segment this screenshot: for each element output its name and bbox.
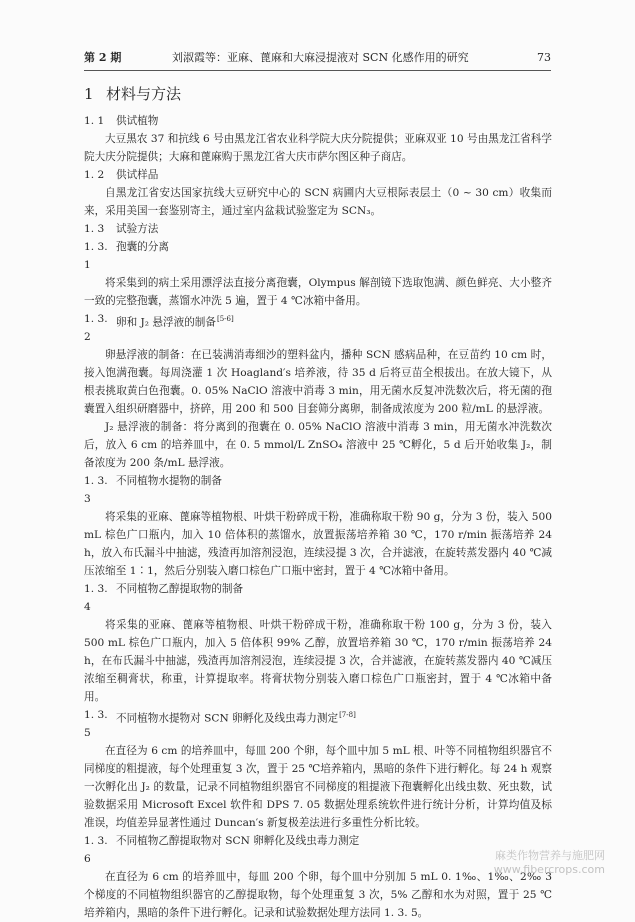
running-header [84,48,551,70]
section-title: 材料与方法 [106,85,182,103]
subsection-heading [84,832,552,868]
subsection-title [116,166,552,184]
subsection-number: 1. 3 [84,223,105,235]
header-rule [84,70,551,71]
subsection-number: 1. 3. 4 [84,583,108,613]
subsection-number: 1. 3. 2 [84,313,108,343]
paragraph: 在直径为 6 cm 的培养皿中，每皿 200 个卵，每个皿中加 5 mL 根、叶等不同植物组织器官不同梯度的粗提液，每个处理重复 3 次，置于 25 ℃培养箱内，黑暗的条件下进行孵化。每 24 h 观察一次孵化出 J₂ 的数量，记录不同植物组织器官不同梯度的粗提液下孢囊孵化出线虫数、死虫数，试验数据采用 Microsoft Excel 软件和 DPS 7. 05 数据处理系统软件进行统计分析，计算均值及标准误，均值差异显著性通过 Duncan′s 新复极差法进行多重性分析比较。 [84,745,552,829]
subsection-title-text: 孢囊的分离 [116,241,169,253]
subsection-title-text: 试验方法 [116,223,159,235]
subsection-title [116,220,552,238]
subsection [84,112,552,166]
watermark-name: 麻类作物营养与施肥网 [495,849,605,862]
paragraph: 将采集到的病土采用漂浮法直接分离孢囊，Olympus 解剖镜下选取饱满、颜色鲜亮、大小整齐一致的完整孢囊，蒸馏水冲洗 5 遍，置于 4 ℃冰箱中备用。 [84,277,552,307]
paragraph: 自黑龙江省安达国家抗线大豆研究中心的 SCN 病圃内大豆根际表层土（0 ~ 30 cm）收集而来，采用美国一套鉴别寄主，通过室内盆栽试验鉴定为 SCN₃。 [84,187,552,217]
paragraph: 卵悬浮液的制备：在已装满消毒细沙的塑料盆内，播种 SCN 感病品种，在豆苗约 10 cm 时，接入饱满孢囊。每周浇灌 1 次 Hoagland′s 培养液，待 35 d 后将豆苗全根拔出。在放大镜下，从根表挑取黄白色孢囊。0. 05% NaClO 溶液中消毒 3 min，用无菌水反复冲洗数次后，将无菌的孢囊置入组织研磨器中，挤碎，用 200 和 500 目套筛分离卵，制备成浓度为 200 粒/mL 的悬浮液。 [84,349,552,415]
subsection-title [116,580,552,616]
subsection [84,472,552,580]
page-number: 73 [537,51,551,64]
subsection-title-text: 供试植物 [116,115,159,127]
subsection-title-text: 不同植物水提物对 SCN 卵孵化及线虫毒力测定 [116,712,339,725]
subsection [84,832,552,922]
subsections [84,112,552,922]
paragraph: 大豆黑农 37 和抗线 6 号由黑龙江省农业科学院大庆分院提供；亚麻双亚 10 号由黑龙江省科学院大庆分院提供；大麻和蓖麻购于黑龙江省大庆市萨尔图区种子商店。 [84,133,552,163]
citation-ref: [7-8] [339,711,356,719]
subsection-number: 1. 3. 3 [84,475,108,505]
subsection-heading [84,472,552,508]
paragraph: 将采集的亚麻、蓖麻等植物根、叶烘干粉碎成干粉，准确称取干粉 90 g，分为 3 份，装入 500 mL 棕色广口瓶内，加入 10 倍体积的蒸馏水，放置振荡培养箱 30 ℃，170 r/min 振荡培养 24 h，放入布氏漏斗中抽滤，残渣再加溶剂浸泡，连续浸提 3 次，合并滤液，在旋转蒸发器内 40 ℃减压浓缩至 1∶1，然后分别装入磨口棕色广口瓶中密封，置于 4 ℃冰箱中备用。 [84,511,552,577]
paragraph: J₂ 悬浮液的制备：将分离到的孢囊在 0. 05% NaClO 溶液中消毒 3 min，用无菌水冲洗数次后，放入 6 cm 的培养皿中，在 0. 5 mmol/L ZnSO₄ 溶液中 25 ℃孵化，5 d 后开始收集 J₂，制备浓度为 200 条/mL 悬浮液。 [84,421,552,469]
subsection-title-text: 卵和 J₂ 悬浮液的制备 [116,316,216,329]
subsection-title [116,310,552,346]
subsection [84,706,552,832]
subsection-heading [84,166,552,184]
subsection-title [116,112,552,130]
section-heading [84,82,552,106]
subsection [84,166,552,220]
subsection-heading [84,706,552,742]
subsection-title-text: 不同植物乙醇提取物对 SCN 卵孵化及线虫毒力测定 [116,835,360,847]
subsection-title [116,832,552,868]
subsection-title [116,706,552,742]
subsection-heading [84,580,552,616]
paragraph: 将采集的亚麻、蓖麻等植物根、叶烘干粉碎成干粉，准确称取干粉 100 g，分为 3 份，装入 500 mL 棕色广口瓶内，加入 5 倍体积 99% 乙醇，放置培养箱 30 ℃，170 r/min 振荡培养 24 h，在布氏漏斗中抽滤，残渣再加溶剂浸泡，连续浸提 3 次，合并滤液，在旋转蒸发器内 40 ℃减压浓缩至稠膏状，称重，计算提取率。将膏状物分别装入磨口棕色广口瓶密封，置于 4 ℃冰箱中备用。 [84,619,552,703]
subsection [84,310,552,472]
subsection-title-text: 供试样品 [116,169,159,181]
issue-label: 第 2 期 [84,51,122,64]
subsection-number: 1. 3. 6 [84,835,108,865]
running-title: 刘淑霞等：亚麻、蓖麻和大麻浸提液对 SCN 化感作用的研究 [172,51,469,64]
subsection-heading [84,112,552,130]
subsection-heading [84,220,552,238]
subsection-heading [84,238,552,274]
subsection-number: 1. 1 [84,115,105,127]
subsection-title-text: 不同植物乙醇提取物的制备 [116,583,244,595]
subsection-number: 1. 2 [84,169,105,181]
subsection-number: 1. 3. 1 [84,241,108,271]
watermark-url: www.fibercrops.com [493,863,605,876]
citation-ref: [5-6] [216,315,234,323]
watermark [494,849,605,877]
subsection-title-text: 不同植物水提物的制备 [116,475,222,487]
section-number: 1 [84,85,94,103]
subsection-number: 1. 3. 5 [84,709,108,739]
subsection [84,220,552,238]
paragraph: 在直径为 6 cm 的培养皿中，每皿 200 个卵，每个皿中分别加 5 mL 0. 1‰、1‰、2‰ 3 个梯度的不同植物组织器官的乙醇提取物，每个处理重复 3 次，5% 乙醇和水为对照，置于 25 ℃培养箱内，黑暗的条件下进行孵化。记录和试验数据处理方法同 1. 3. 5。 [84,871,552,919]
subsection-title [116,472,552,508]
article-body [84,82,552,922]
subsection [84,238,552,310]
subsection-heading [84,310,552,346]
subsection [84,580,552,706]
subsection-title [116,238,552,274]
